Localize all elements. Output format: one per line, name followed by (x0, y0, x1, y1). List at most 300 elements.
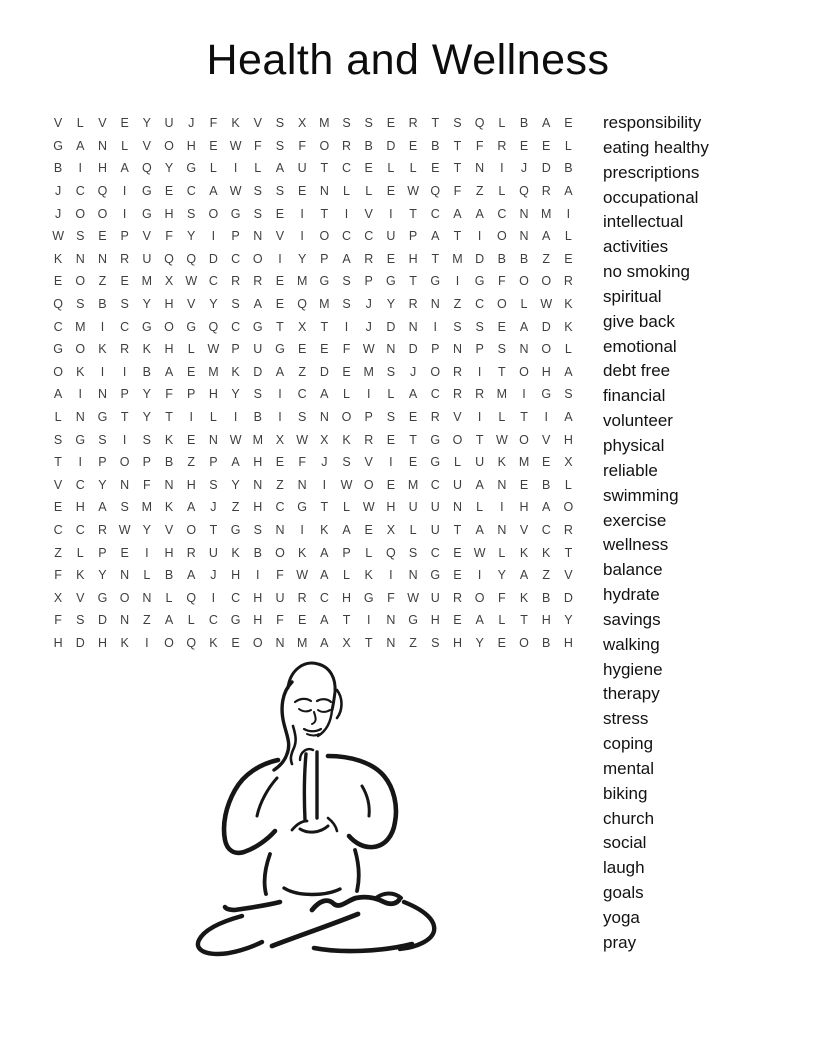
grid-letter: L (387, 161, 395, 176)
grid-letter: Y (142, 387, 152, 402)
grid-letter: K (53, 251, 63, 266)
word-list-item: emotional (603, 336, 677, 356)
word-list-item: social (603, 833, 647, 853)
grid-letter: I (211, 229, 216, 244)
grid-letter: O (97, 206, 108, 221)
grid-letter: M (75, 319, 86, 334)
grid-letter: I (544, 410, 548, 425)
word-list-item: balance (603, 560, 663, 580)
grid-letter: O (208, 206, 219, 221)
grid-letter: T (564, 545, 573, 560)
grid-letter: H (186, 477, 196, 492)
grid-letter: S (364, 116, 373, 131)
grid-letter: B (564, 161, 573, 176)
grid-letter: S (120, 297, 129, 312)
grid-letter: E (408, 410, 418, 425)
grid-letter: B (519, 251, 529, 266)
grid-letter: A (542, 116, 551, 131)
grid-letter: H (53, 635, 63, 650)
grid-letter: R (452, 364, 462, 379)
grid-letter: A (275, 161, 285, 176)
grid-letter: G (430, 432, 441, 447)
grid-letter: Q (474, 116, 485, 131)
grid-letter: H (208, 387, 218, 402)
grid-letter: G (430, 568, 441, 583)
grid-letter: K (231, 364, 240, 379)
grid-letter: O (519, 432, 529, 447)
grid-letter: E (187, 364, 196, 379)
grid-letter: S (275, 138, 285, 153)
grid-letter: W (473, 545, 486, 560)
grid-letter: G (297, 500, 308, 515)
grid-letter: Z (298, 364, 306, 379)
grid-letter: I (500, 161, 504, 176)
page-title: Health and Wellness (206, 36, 610, 84)
grid-letter: A (320, 635, 329, 650)
grid-letter: I (566, 206, 571, 221)
grid-letter: G (230, 522, 241, 537)
grid-letter: L (187, 342, 195, 357)
grid-letter: P (320, 251, 329, 266)
grid-letter: G (75, 432, 86, 447)
grid-letter: R (97, 522, 107, 537)
grid-letter: D (208, 251, 218, 266)
grid-letter: S (253, 522, 262, 537)
word-list-item: savings (603, 609, 661, 629)
grid-letter: H (164, 342, 174, 357)
grid-letter: L (343, 184, 350, 199)
grid-letter: A (53, 387, 63, 402)
grid-letter: I (211, 590, 216, 605)
word-list-item: activities (603, 237, 669, 257)
grid-letter: V (187, 297, 196, 312)
grid-letter: E (364, 522, 373, 537)
grid-letter: T (431, 116, 440, 131)
grid-letter: U (452, 477, 462, 492)
grid-letter: Q (186, 251, 197, 266)
grid-letter: K (231, 545, 240, 560)
grid-letter: A (187, 568, 196, 583)
grid-letter: S (475, 319, 484, 334)
grid-letter: X (275, 432, 285, 447)
word-list-item: eating healthy (603, 137, 709, 157)
grid-letter: F (498, 590, 506, 605)
grid-letter: L (76, 116, 84, 131)
grid-letter: I (455, 274, 460, 289)
grid-letter: W (540, 297, 553, 312)
grid-letter: J (365, 297, 372, 312)
grid-letter: C (186, 184, 196, 199)
grid-letter: W (296, 568, 309, 583)
grid-letter: N (519, 342, 529, 357)
grid-letter: I (389, 206, 393, 221)
grid-letter: I (477, 364, 482, 379)
grid-letter: A (76, 138, 85, 153)
grid-letter: L (54, 410, 62, 425)
grid-letter: V (142, 138, 152, 153)
grid-letter: A (231, 455, 240, 470)
grid-letter: W (52, 229, 64, 244)
grid-letter: U (208, 545, 218, 560)
grid-letter: N (452, 500, 462, 515)
grid-letter: E (564, 251, 573, 266)
grid-letter: F (54, 568, 62, 583)
grid-letter: A (320, 545, 329, 560)
grid-letter: A (564, 364, 573, 379)
grid-letter: A (564, 410, 573, 425)
grid-letter: K (231, 116, 240, 131)
grid-letter: J (188, 116, 195, 131)
grid-letter: H (452, 635, 462, 650)
grid-letter: C (475, 297, 485, 312)
grid-letter: E (187, 432, 196, 447)
grid-letter: L (498, 613, 506, 628)
grid-letter: A (475, 206, 484, 221)
grid-letter: I (500, 500, 504, 515)
grid-letter: O (164, 319, 174, 334)
grid-letter: S (98, 432, 107, 447)
grid-letter: S (386, 364, 396, 379)
grid-letter: C (75, 522, 85, 537)
grid-letter: N (97, 138, 107, 153)
grid-letter: Q (53, 297, 63, 312)
grid-letter: I (344, 319, 349, 334)
grid-letter: Y (564, 613, 573, 628)
grid-letter: A (98, 500, 107, 515)
grid-letter: V (53, 477, 63, 492)
grid-letter: C (430, 477, 440, 492)
grid-letter: O (496, 297, 507, 312)
word-list-item: responsibility (603, 113, 702, 132)
grid-letter: K (497, 455, 507, 470)
grid-letter: N (386, 635, 396, 650)
grid-letter: S (453, 319, 462, 334)
grid-letter: L (343, 500, 350, 515)
grid-letter: M (452, 251, 463, 266)
grid-letter: N (519, 229, 529, 244)
grid-letter: B (142, 364, 152, 379)
grid-letter: A (542, 229, 551, 244)
grid-letter: N (75, 410, 85, 425)
grid-letter: U (430, 590, 440, 605)
grid-letter: E (120, 545, 129, 560)
grid-letter: L (564, 342, 572, 357)
grid-letter: M (541, 206, 552, 221)
grid-letter: I (78, 455, 83, 470)
grid-letter: N (275, 635, 285, 650)
word-list-item: reliable (603, 460, 658, 480)
grid-letter: U (297, 161, 307, 176)
grid-letter: V (53, 116, 63, 131)
grid-letter: B (53, 161, 63, 176)
grid-letter: E (408, 138, 418, 153)
grid-letter: U (275, 590, 285, 605)
grid-letter: A (120, 161, 129, 176)
grid-letter: V (542, 432, 551, 447)
grid-letter: I (389, 455, 393, 470)
grid-letter: O (452, 432, 463, 447)
grid-letter: O (519, 274, 529, 289)
grid-letter: L (143, 568, 151, 583)
grid-letter: W (362, 342, 375, 357)
grid-letter: T (453, 161, 462, 176)
grid-letter: Y (187, 229, 196, 244)
word-list-item: church (603, 808, 655, 828)
grid-letter: O (53, 364, 63, 379)
grid-letter: A (342, 522, 351, 537)
grid-letter: B (542, 590, 551, 605)
grid-letter: E (453, 613, 462, 628)
grid-letter: X (564, 455, 573, 470)
grid-letter: P (475, 342, 484, 357)
grid-letter: O (275, 545, 285, 560)
grid-letter: V (164, 522, 174, 537)
grid-letter: H (164, 297, 174, 312)
grid-letter: G (97, 590, 108, 605)
grid-letter: V (519, 522, 529, 537)
grid-letter: L (165, 590, 173, 605)
grid-letter: F (298, 455, 306, 470)
grid-letter: Z (409, 635, 417, 650)
word-list-item: biking (603, 783, 648, 803)
grid-letter: O (252, 251, 263, 266)
grid-letter: N (408, 319, 418, 334)
grid-letter: C (208, 613, 218, 628)
grid-letter: C (275, 500, 285, 515)
yoga-figure-svg (180, 648, 460, 968)
grid-letter: G (186, 319, 197, 334)
word-list-item: spiritual (603, 286, 662, 306)
grid-letter: O (75, 274, 86, 289)
grid-letter: J (54, 184, 62, 199)
grid-letter: G (230, 206, 241, 221)
grid-letter: K (76, 364, 85, 379)
grid-letter: L (498, 545, 506, 560)
grid-letter: L (343, 387, 350, 402)
grid-letter: C (208, 274, 218, 289)
grid-letter: S (386, 410, 396, 425)
grid-letter: E (275, 206, 285, 221)
grid-letter: E (275, 455, 285, 470)
grid-letter: A (275, 364, 285, 379)
grid-letter: F (387, 590, 395, 605)
grid-letter: Q (208, 319, 219, 334)
grid-letter: R (186, 545, 196, 560)
grid-letter: L (520, 297, 528, 312)
grid-letter: W (118, 522, 131, 537)
grid-letter: M (252, 432, 263, 447)
grid-letter: N (386, 613, 396, 628)
grid-letter: S (209, 477, 218, 492)
grid-letter: U (164, 116, 174, 131)
grid-letter: Z (143, 613, 151, 628)
grid-letter: F (342, 342, 351, 357)
grid-letter: W (340, 477, 353, 492)
grid-letter: Q (519, 184, 529, 199)
grid-letter: M (363, 364, 374, 379)
grid-letter: I (366, 387, 371, 402)
grid-letter: D (97, 613, 107, 628)
grid-letter: Y (475, 635, 484, 650)
grid-letter: J (210, 500, 217, 515)
grid-letter: Z (542, 568, 551, 583)
grid-letter: Y (98, 477, 107, 492)
grid-letter: Z (98, 274, 107, 289)
grid-letter: E (386, 184, 396, 199)
grid-letter: Y (164, 161, 174, 176)
grid-letter: D (475, 251, 485, 266)
grid-letter: S (253, 387, 262, 402)
grid-letter: L (498, 116, 506, 131)
grid-letter: E (453, 545, 462, 560)
grid-letter: C (319, 590, 329, 605)
grid-letter: D (541, 319, 551, 334)
grid-letter: K (164, 500, 174, 515)
grid-letter: I (100, 319, 105, 334)
grid-letter: H (519, 500, 529, 515)
grid-letter: D (541, 161, 551, 176)
grid-letter: G (275, 342, 285, 357)
grid-letter: M (496, 387, 508, 402)
grid-letter: Z (276, 477, 284, 492)
grid-letter: A (408, 387, 418, 402)
grid-letter: N (497, 522, 507, 537)
grid-letter: G (541, 387, 552, 402)
grid-letter: C (430, 387, 440, 402)
grid-letter: I (78, 161, 83, 176)
grid-letter: L (564, 138, 572, 153)
grid-letter: Z (475, 184, 484, 199)
grid-letter: X (53, 590, 63, 605)
grid-letter: I (122, 206, 127, 221)
grid-letter: T (520, 613, 528, 628)
grid-letter: H (253, 590, 263, 605)
grid-letter: N (208, 432, 218, 447)
grid-letter: A (187, 500, 196, 515)
grid-letter: I (366, 613, 371, 628)
grid-letter: H (563, 635, 573, 650)
grid-letter: S (76, 229, 85, 244)
grid-letter: U (142, 251, 152, 266)
grid-letter: T (120, 410, 129, 425)
grid-letter: N (120, 568, 130, 583)
grid-letter: H (75, 500, 85, 515)
grid-letter: E (120, 116, 129, 131)
grid-letter: A (342, 251, 351, 266)
grid-letter: G (186, 161, 197, 176)
grid-letter: O (496, 229, 507, 244)
grid-letter: R (297, 590, 307, 605)
grid-letter: C (297, 387, 307, 402)
grid-letter: E (519, 138, 529, 153)
grid-letter: I (233, 161, 238, 176)
grid-letter: S (342, 274, 351, 289)
grid-letter: T (342, 613, 351, 628)
grid-letter: E (297, 184, 307, 199)
grid-letter: Y (231, 387, 240, 402)
grid-letter: N (319, 410, 329, 425)
grid-letter: T (320, 161, 329, 176)
grid-letter: W (296, 432, 309, 447)
grid-letter: B (253, 410, 262, 425)
grid-letter: R (342, 138, 352, 153)
grid-letter: R (541, 184, 551, 199)
grid-letter: L (409, 161, 417, 176)
grid-letter: M (208, 364, 219, 379)
grid-letter: C (497, 206, 507, 221)
grid-letter: F (165, 387, 173, 402)
grid-letter: I (122, 184, 127, 199)
grid-letter: V (453, 410, 462, 425)
grid-letter: P (142, 455, 152, 470)
grid-letter: P (187, 387, 196, 402)
grid-letter: G (141, 319, 152, 334)
grid-letter: I (122, 364, 127, 379)
grid-letter: B (542, 635, 551, 650)
grid-letter: O (563, 500, 574, 515)
grid-letter: V (564, 568, 573, 583)
grid-letter: W (407, 184, 419, 199)
grid-letter: E (408, 455, 418, 470)
grid-letter: Y (142, 116, 152, 131)
grid-letter: E (542, 138, 551, 153)
grid-letter: P (342, 545, 351, 560)
grid-letter: E (53, 500, 63, 515)
grid-letter: I (344, 206, 349, 221)
grid-letter: I (256, 568, 260, 583)
grid-letter: T (453, 138, 462, 153)
grid-letter: L (121, 138, 129, 153)
grid-letter: L (365, 545, 373, 560)
grid-letter: H (430, 613, 440, 628)
grid-letter: K (364, 568, 373, 583)
grid-letter: K (320, 522, 329, 537)
grid-letter: W (229, 184, 242, 199)
grid-letter: S (342, 297, 351, 312)
grid-letter: K (142, 342, 152, 357)
grid-letter: G (319, 274, 330, 289)
grid-letter: I (322, 477, 327, 492)
grid-letter: R (430, 410, 440, 425)
grid-letter: Y (231, 477, 240, 492)
grid-letter: N (519, 206, 529, 221)
grid-letter: L (209, 410, 217, 425)
grid-letter: C (75, 184, 85, 199)
grid-letter: W (495, 432, 508, 447)
grid-letter: O (341, 410, 352, 425)
grid-letter: A (431, 229, 440, 244)
grid-letter: X (386, 522, 396, 537)
grid-letter: I (389, 568, 393, 583)
grid-letter: A (164, 364, 174, 379)
grid-letter: H (563, 432, 573, 447)
grid-letter: P (231, 342, 240, 357)
grid-letter: I (300, 229, 304, 244)
grid-letter: I (122, 432, 127, 447)
grid-letter: S (120, 500, 129, 515)
grid-letter: A (164, 613, 174, 628)
grid-letter: N (275, 522, 285, 537)
word-list-item: hydrate (603, 585, 660, 605)
grid-letter: V (142, 229, 152, 244)
grid-letter: G (408, 613, 418, 628)
grid-letter: K (519, 545, 529, 560)
grid-letter: O (75, 206, 86, 221)
grid-letter: E (386, 477, 396, 492)
grid-letter: O (430, 364, 441, 379)
grid-letter: S (231, 297, 240, 312)
grid-letter: B (542, 477, 551, 492)
